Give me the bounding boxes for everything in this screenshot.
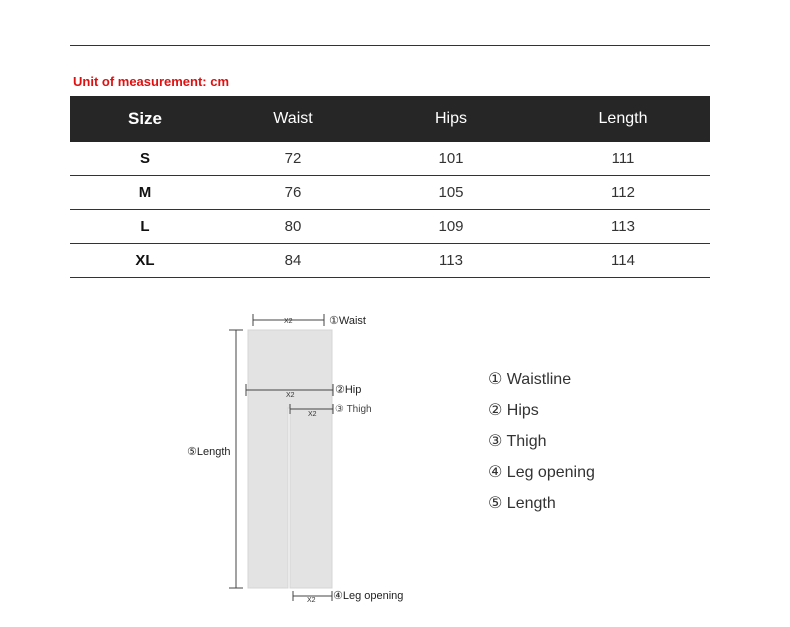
legend-item-length: ⑤ Length — [488, 495, 556, 512]
legend-item-leg-opening: ④ Leg opening — [488, 464, 595, 481]
length-cell: 111 — [536, 142, 710, 176]
header-waist: Waist — [220, 96, 366, 142]
hips-cell: 105 — [366, 176, 536, 210]
thigh-label: ③ Thigh — [335, 404, 372, 415]
top-divider — [70, 45, 710, 46]
x2-mark-thigh: X2 — [308, 411, 317, 418]
leg-opening-label: ④Leg opening — [333, 590, 404, 602]
legend-item-waistline: ① Waistline — [488, 371, 572, 388]
header-size: Size — [70, 96, 220, 142]
size-cell: S — [70, 142, 220, 176]
size-cell: M — [70, 176, 220, 210]
waist-cell: 84 — [220, 244, 366, 278]
length-cell: 114 — [536, 244, 710, 278]
x2-mark-waist: X2 — [284, 318, 293, 325]
length-label: ⑤Length — [187, 446, 231, 458]
hips-cell: 101 — [366, 142, 536, 176]
header-hips: Hips — [366, 96, 536, 142]
size-table — [70, 96, 710, 278]
pants-measurement-diagram — [180, 300, 440, 610]
x2-mark-hip: X2 — [286, 392, 295, 399]
hips-cell: 109 — [366, 210, 536, 244]
table-header-row — [70, 96, 710, 142]
table-row — [70, 142, 710, 176]
size-cell: L — [70, 210, 220, 244]
table-row — [70, 244, 710, 278]
table-row — [70, 210, 710, 244]
length-cell: 112 — [536, 176, 710, 210]
x2-mark-leg-opening: X2 — [307, 597, 316, 604]
hips-cell: 113 — [366, 244, 536, 278]
legend-item-hips: ② Hips — [488, 402, 539, 419]
size-cell: XL — [70, 244, 220, 278]
header-length: Length — [536, 96, 710, 142]
table-row — [70, 176, 710, 210]
waist-cell: 76 — [220, 176, 366, 210]
waist-cell: 80 — [220, 210, 366, 244]
legend-item-thigh: ③ Thigh — [488, 433, 547, 450]
waist-label: ①Waist — [329, 315, 366, 327]
length-measure-line — [229, 330, 243, 588]
measurement-legend — [488, 368, 595, 523]
hip-label: ②Hip — [335, 384, 362, 396]
pants-silhouette — [248, 330, 332, 588]
unit-note: Unit of measurement: cm — [73, 74, 230, 89]
waist-cell: 72 — [220, 142, 366, 176]
length-cell: 113 — [536, 210, 710, 244]
